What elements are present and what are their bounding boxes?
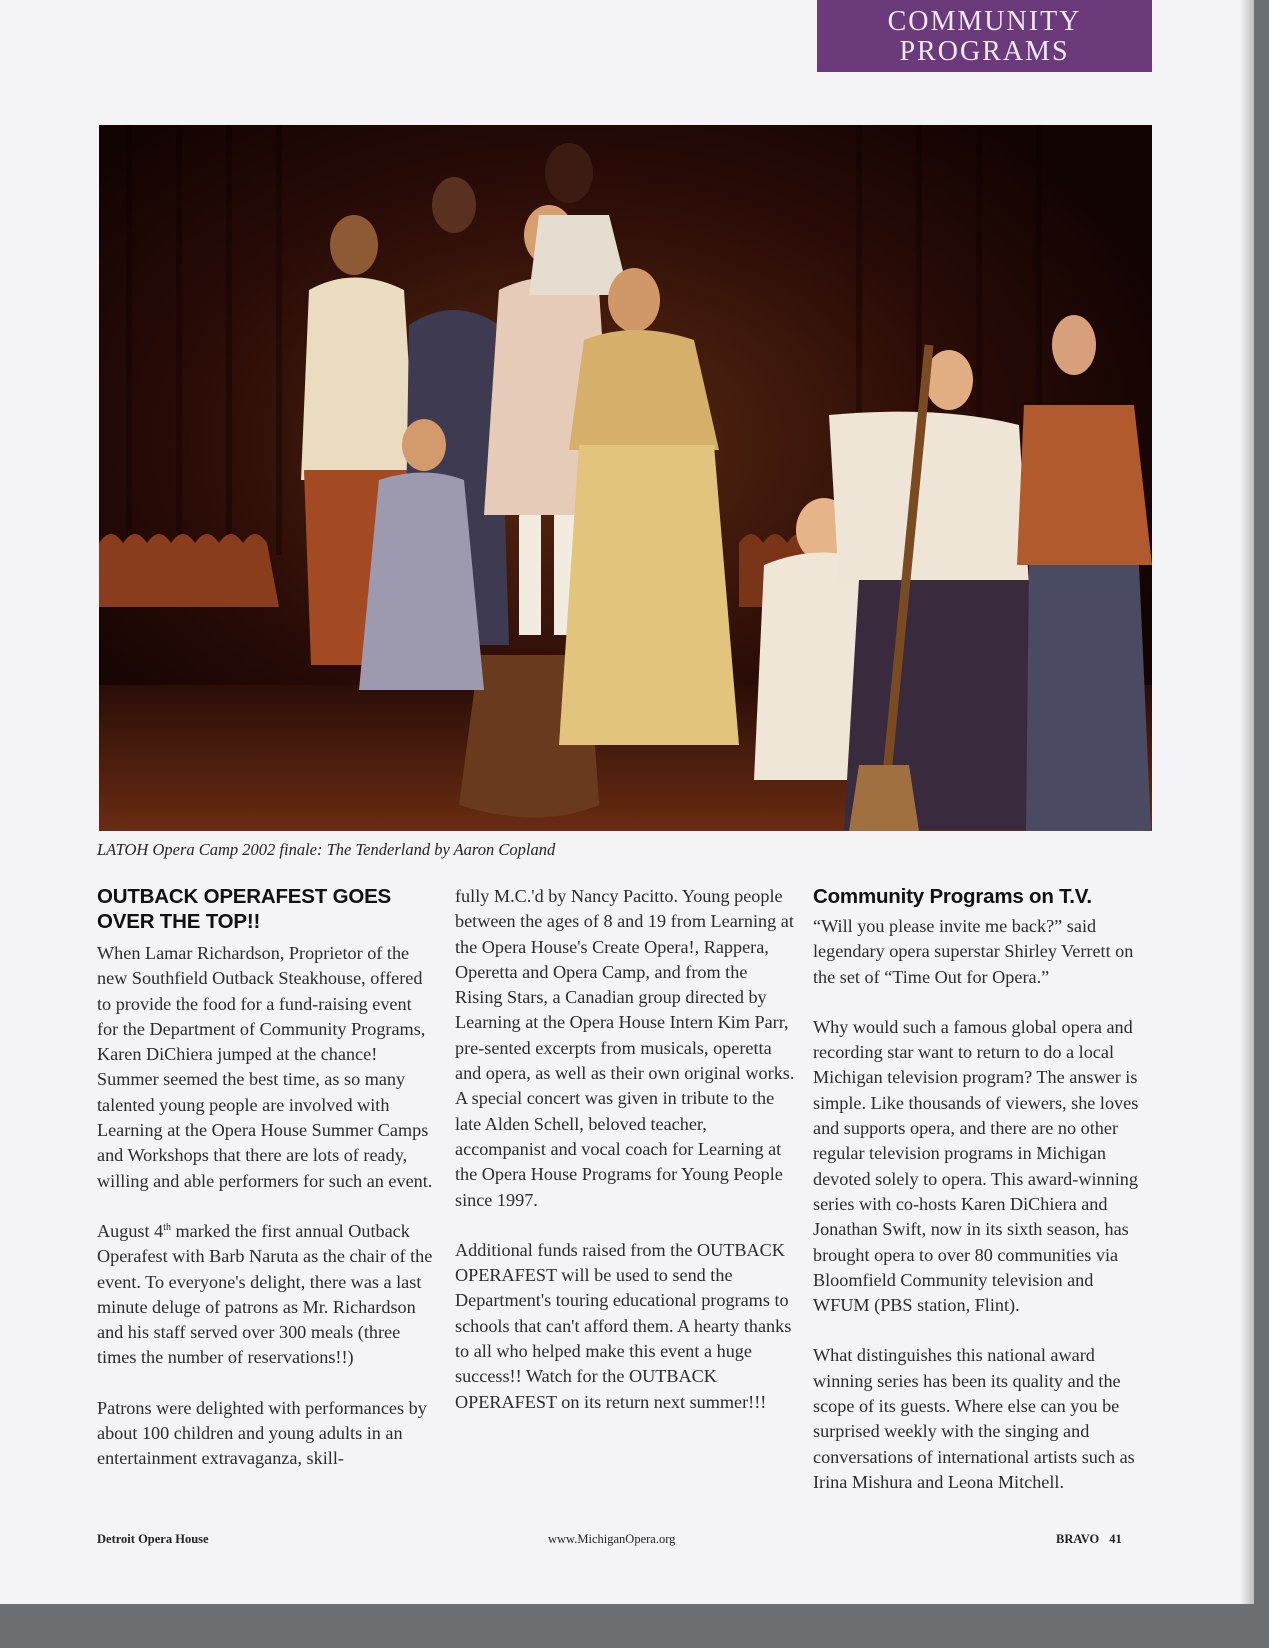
footer-magazine-title: BRAVO (1056, 1532, 1100, 1546)
page-number: 41 (1109, 1532, 1122, 1546)
article-paragraph: Additional funds raised from the OUTBACK OPERAFEST will be used to send the Department's touring educational programs to schools that can't afford them. A hearty thanks to all who helped make this event a huge success!! Watch for the OUTBACK OPERAFEST on its return next summer!!! (455, 1239, 792, 1412)
article-paragraph: Patrons were delighted with performances by about 100 children and young adults in an entertainment extravaganza, skill- (97, 1397, 427, 1469)
date-text: August 4 (97, 1220, 164, 1241)
article-paragraph: Why would such a famous global opera and recording star want to return to do a local Michigan television program? The answer is simple. Like thousands of viewers, she loves and supports opera, and there are no other regular television programs in Michigan devoted solely to opera. This award-winning series with co-hosts Karen DiChiera and Jonathan Swift, now in its sixth season, has brought opera to over 80 communities via Bloomfield Community television and WFUM (PBS station, Flint). (813, 1016, 1139, 1316)
stage-photo-illustration (99, 125, 1152, 831)
article-paragraph: “Will you please invite me back?” said legendary opera superstar Shirley Verrett on the set of “Time Out for Opera.” (813, 916, 1134, 987)
section-tag-line1: COMMUNITY (887, 6, 1082, 37)
article-column-3 (813, 884, 1153, 1520)
date-ordinal: th (163, 1221, 171, 1233)
article-column-2 (455, 884, 795, 1440)
article-paragraph: What distinguishes this national award winning series has been its quality and the scope of its guests. Where else can you be surprised weekly with the singing and conversations of international artists such as Irina Mishura and Leona Mitchell. (813, 1345, 1135, 1492)
footer-publisher: Detroit Opera House (97, 1532, 209, 1546)
article-paragraph (97, 1219, 437, 1371)
section-tag (817, 0, 1152, 72)
photo-caption: LATOH Opera Camp 2002 finale: The Tenderland by Aaron Copland (97, 840, 556, 859)
stage-photo (99, 125, 1152, 831)
footer-website: www.MichiganOpera.org (548, 1532, 676, 1546)
article-paragraph: When Lamar Richardson, Proprietor of the new Southfield Outback Steakhouse, offered to provide the food for a fund-raising event for the Department of Community Programs, Karen DiChiera jumped at the chance! Summer seemed the best time, as so many talented young people are involved with Learning at the Opera House Summer Camps and Workshops that there are lots of ready, willing and able performers for such an event. (97, 943, 433, 1191)
article-headline: Community Programs on T.V. (813, 885, 1092, 908)
article-headline: OUTBACK OPERAFEST GOES OVER THE TOP!! (97, 885, 392, 933)
article-column-1 (97, 884, 437, 1497)
section-tag-line2: PROGRAMS (899, 36, 1070, 67)
page-edge-shadow (1240, 0, 1254, 1604)
footer-page-info (1056, 1532, 1122, 1547)
article-paragraph: fully M.C.'d by Nancy Pacitto. Young people between the ages of 8 and 19 from Learning at the Opera House's Create Opera!, Rappera, Operetta and Opera Camp, and from the Rising Stars, a Canadian group directed by Learning at the Opera House Intern Kim Parr, pre-sented excerpts from musicals, operetta and opera, as well as their own original works. A special concert was given in tribute to the late Alden Schell, beloved teacher, accompanist and vocal coach for Learning at the Opera House Programs for Young People since 1997. (455, 886, 795, 1210)
paragraph-text: marked the first annual Outback Operafest with Barb Naruta as the chair of the event. To everyone's delight, there was a last minute deluge of patrons as Mr. Richardson and his staff served over 300 meals (three times the number of reservations!!) (97, 1220, 433, 1368)
